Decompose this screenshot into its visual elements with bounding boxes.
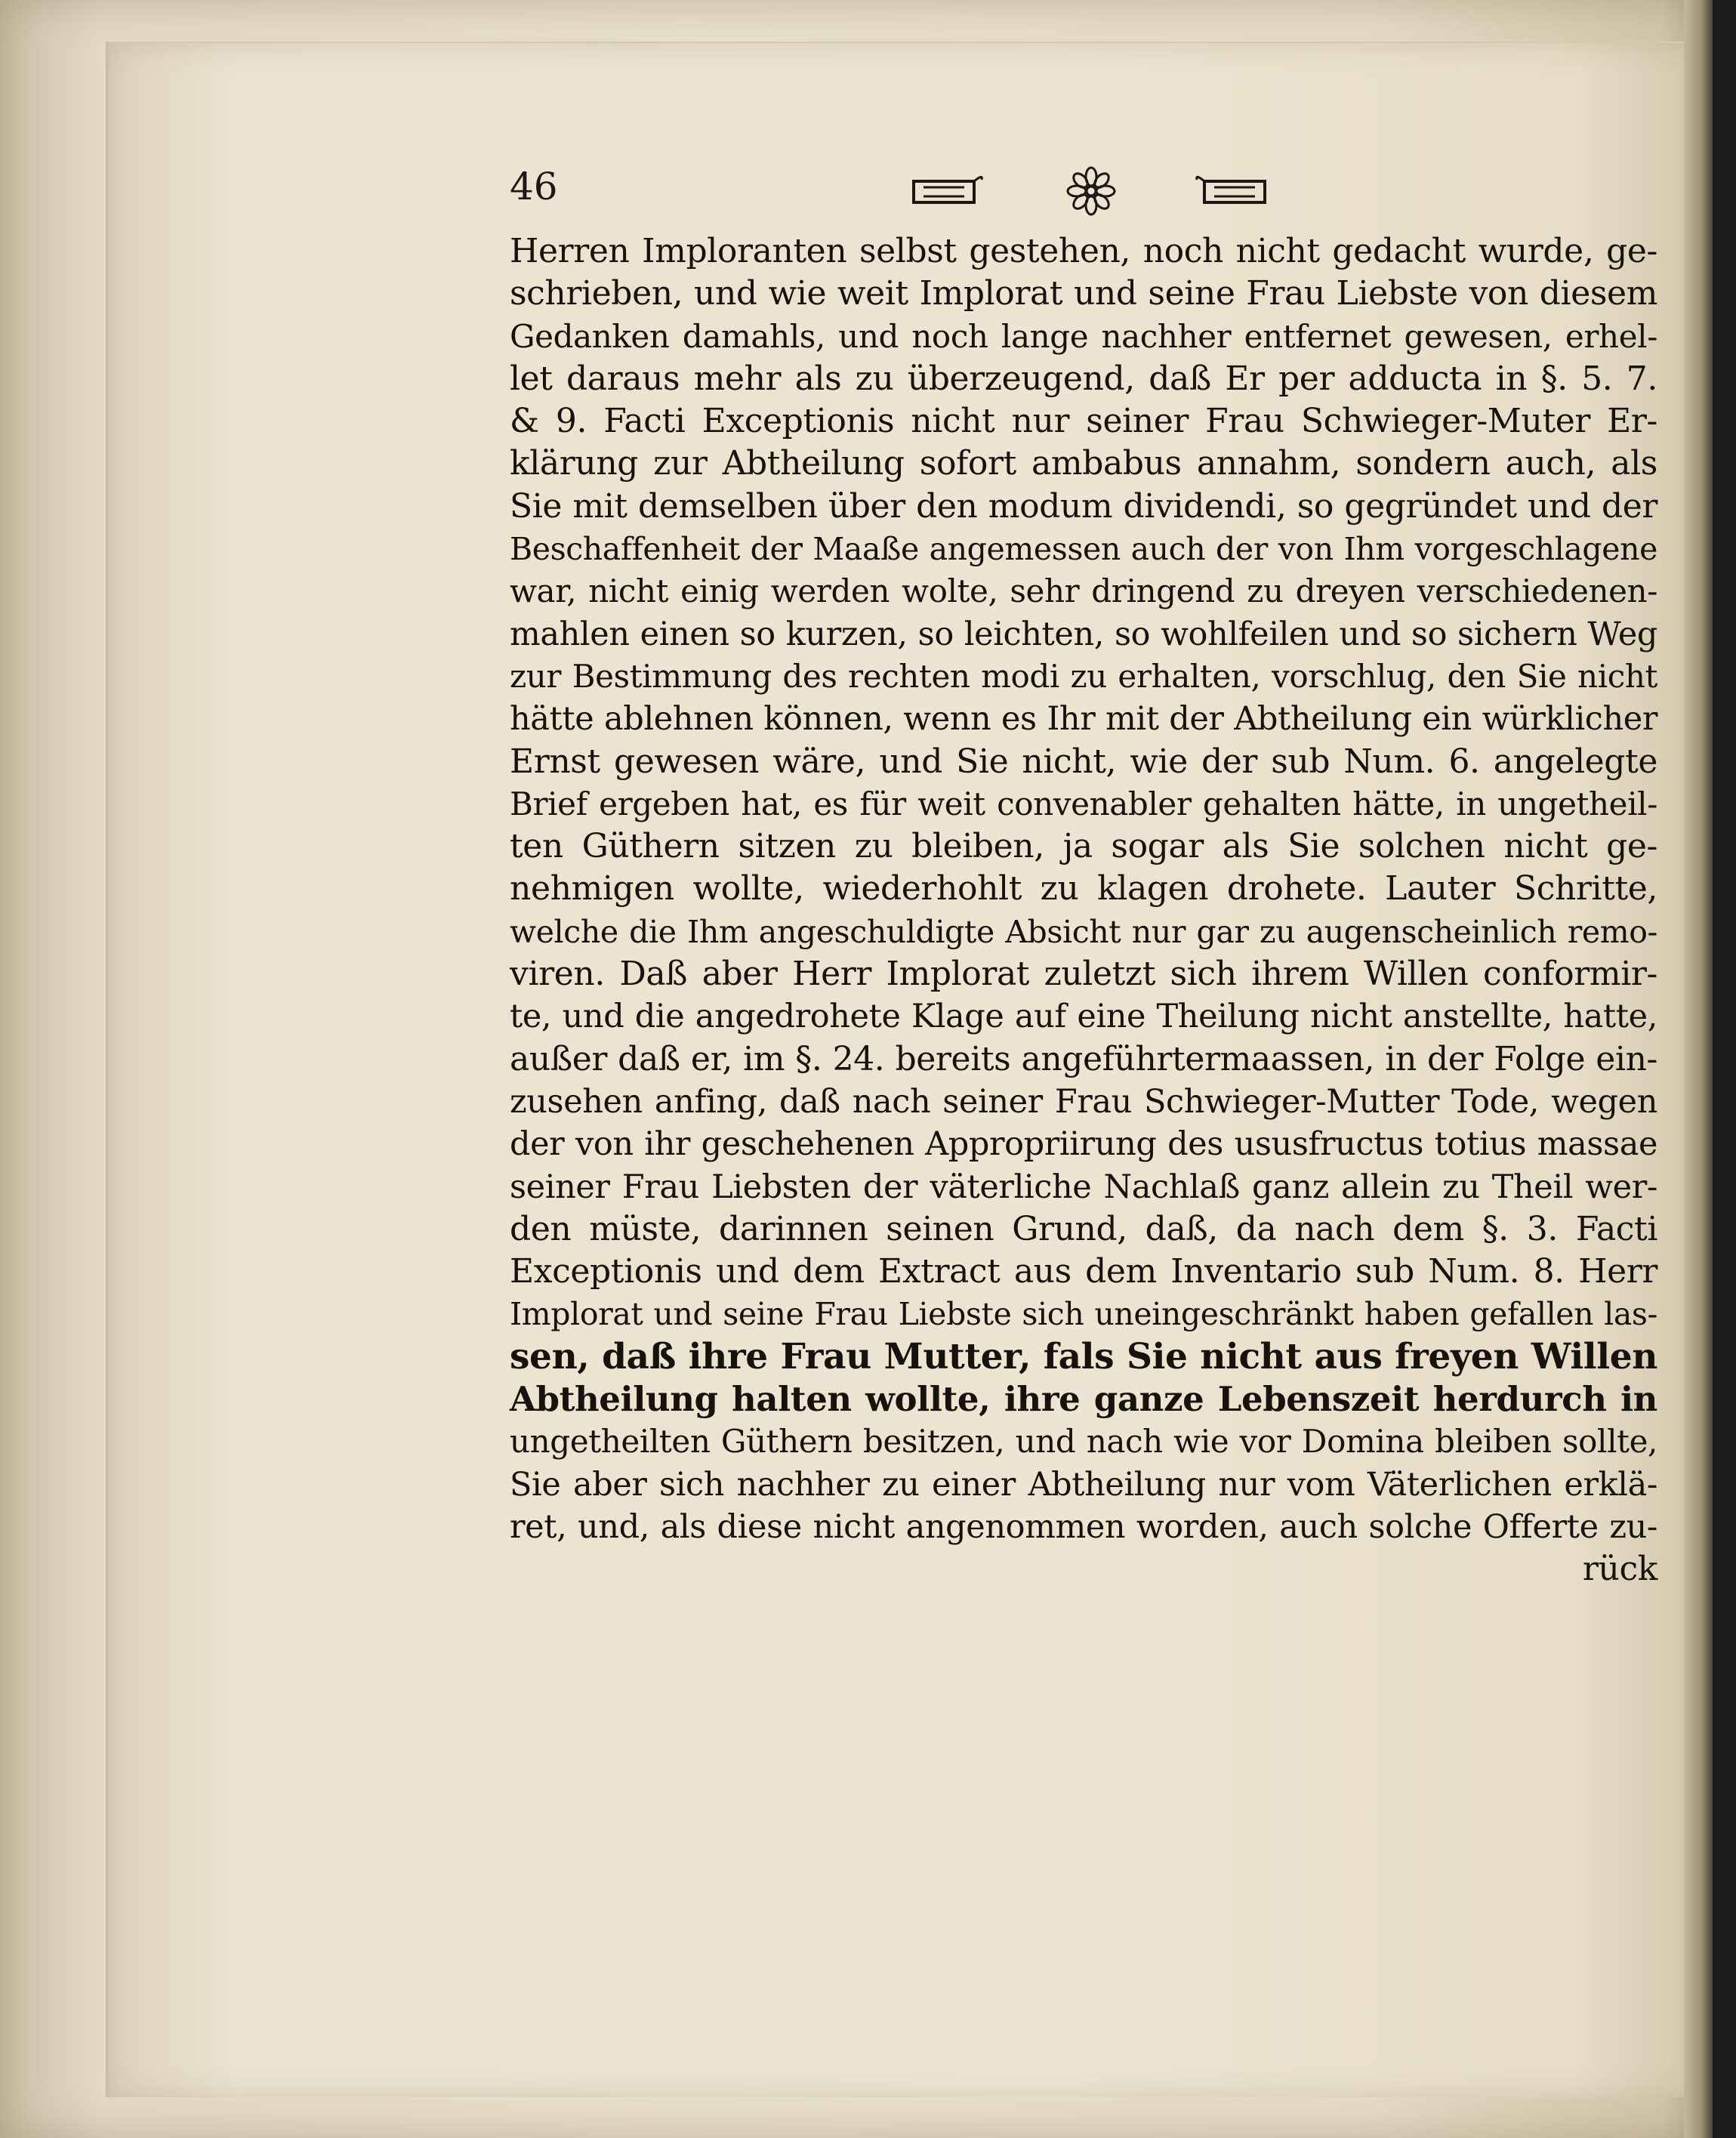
text-line: Gedanken damahls, und noch lange nachher entfernet gewesen, erhel- (510, 317, 1657, 355)
catchword: rück (1582, 1550, 1657, 1589)
ornament-bracket-right-icon (1193, 172, 1269, 210)
text-line: zur Bestimmung des rechten modi zu erhalten, vorschlug, den Sie nicht (510, 657, 1657, 695)
book-gutter (1684, 0, 1713, 2138)
text-line: Sie mit demselben über den modum dividendi, so gegründet und der (510, 486, 1657, 526)
text-line-emphasis: sen, daß ihre Frau Mutter, fals Sie nicht aus freyen Willen (510, 1335, 1657, 1378)
text-line: Ernst gewesen wäre, und Sie nicht, wie der sub Num. 6. angelegte (510, 742, 1657, 781)
ornament-bracket-left-icon (910, 172, 985, 210)
text-line: der von ihr geschehenen Appropriirung des ususfructus totius massae (510, 1125, 1657, 1164)
text-line: zusehen anfing, daß nach seiner Frau Schwieger-Mutter Tode, wegen (510, 1082, 1657, 1121)
text-line: Exceptionis und dem Extract aus dem Inventario sub Num. 8. Herr (510, 1252, 1657, 1291)
text-line: Sie aber sich nachher zu einer Abtheilung nur vom Väterlichen erklä- (510, 1465, 1657, 1504)
text-line-emphasis: Abtheilung halten wollte, ihre ganze Lebenszeit herdurch in (510, 1379, 1657, 1420)
text-line: let daraus mehr als zu überzeugend, daß Er per adducta in §. 5. 7. (510, 359, 1657, 398)
text-line: ret, und, als diese nicht angenommen worden, auch solche Offerte zu- (510, 1507, 1657, 1546)
text-line: welche die Ihm angeschuldigte Absicht nur gar zu augenscheinlich remo- (510, 913, 1657, 950)
text-line: te, und die angedrohete Klage auf eine Theilung nicht anstellte, hatte, (510, 998, 1657, 1036)
text-line: Herren Imploranten selbst gestehen, noch nicht gedacht wurde, ge- (510, 232, 1657, 270)
page-header (510, 165, 1657, 225)
text-line: ungetheilten Güthern besitzen, und nach wie vor Domina bleiben sollte, (510, 1423, 1657, 1461)
text-line: & 9. Facti Exceptionis nicht nur seiner Frau Schwieger-Muter Er- (510, 402, 1657, 441)
text-line: den müste, darinnen seinen Grund, daß, da nach dem §. 3. Facti (510, 1209, 1657, 1248)
page-number: 46 (510, 165, 558, 208)
text-line: mahlen einen so kurzen, so leichten, so wohlfeilen und so sichern Weg (510, 615, 1657, 653)
text-line: klärung zur Abtheilung sofort ambabus annahm, sondern auch, als (510, 444, 1657, 483)
text-line: außer daß er, im §. 24. bereits angeführtermaassen, in der Folge ein- (510, 1039, 1657, 1078)
text-line: seiner Frau Liebsten der väterliche Nachlaß ganz allein zu Theil wer- (510, 1168, 1657, 1206)
text-line: schrieben, und wie weit Implorat und seine Frau Liebste von diesem (510, 274, 1657, 313)
text-line: ten Güthern sitzen zu bleiben, ja sogar als Sie solchen nicht ge- (510, 827, 1657, 866)
text-line: Implorat und seine Frau Liebste sich uneingeschränkt haben gefallen las- (510, 1296, 1657, 1333)
text-line: Beschaffenheit der Maaße angemessen auch der von Ihm vorgeschlagene (510, 531, 1657, 568)
body-text (510, 230, 1657, 1591)
text-line: war, nicht einig werden wolte, sehr dringend zu dreyen verschiedenen- (510, 572, 1657, 610)
text-line: Brief ergeben hat, es für weit convenabler gehalten hätte, in ungetheil- (510, 785, 1657, 822)
text-line: viren. Daß aber Herr Implorat zuletzt sich ihrem Willen conformir- (510, 955, 1657, 994)
text-line: nehmigen wollte, wiederhohlt zu klagen drohete. Lauter Schritte, (510, 869, 1657, 909)
text-line: hätte ablehnen können, wenn es Ihr mit der Abtheilung ein würklicher (510, 700, 1657, 739)
flower-ornament-icon (1065, 165, 1118, 218)
